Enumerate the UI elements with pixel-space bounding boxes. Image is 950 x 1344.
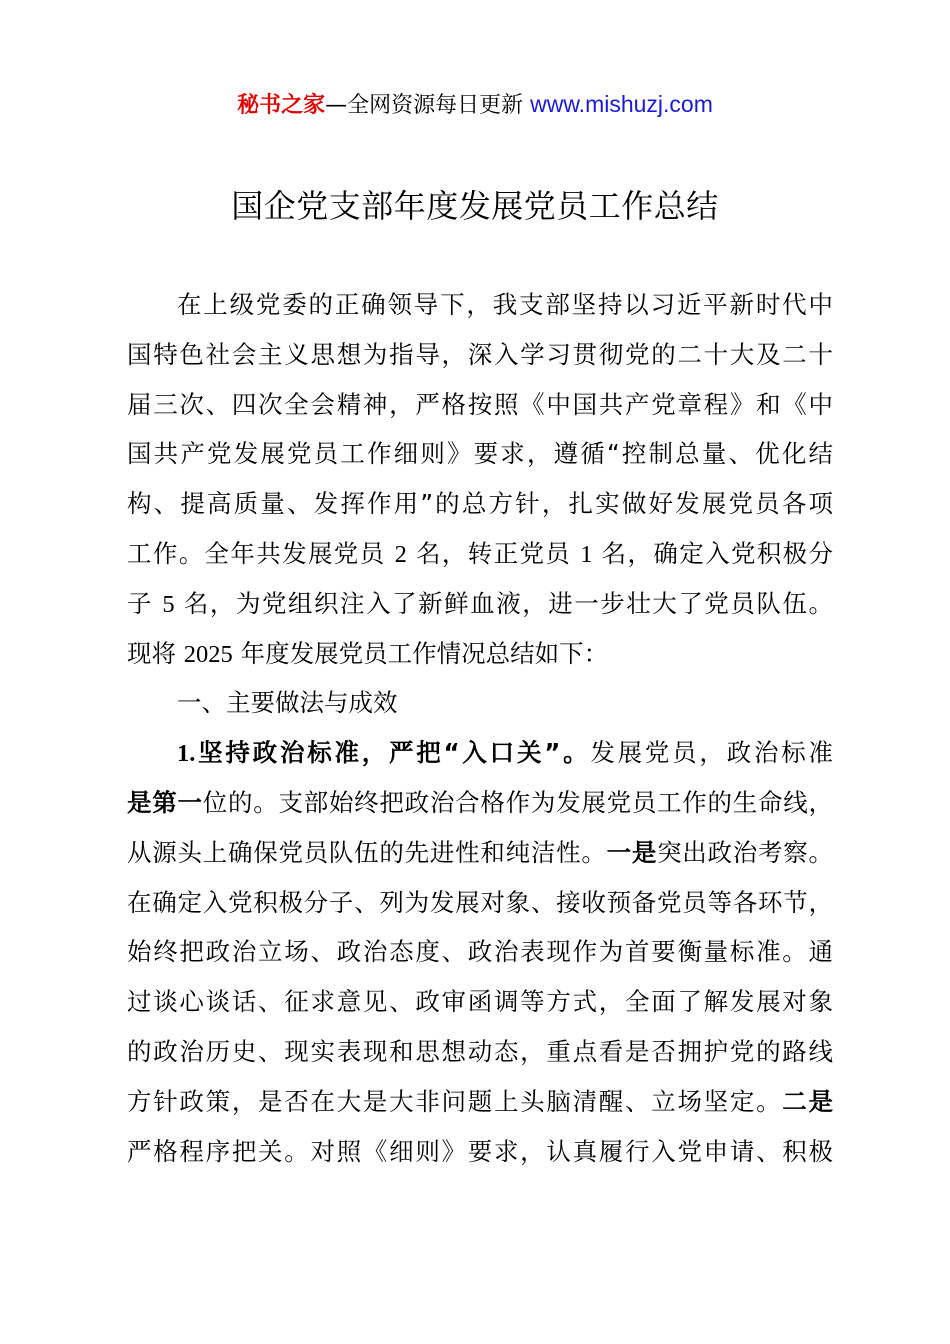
site-brand: 秘书之家 bbox=[237, 93, 326, 118]
document-body bbox=[127, 280, 833, 1176]
document-title: 国企党支部年度发展党员工作总结 bbox=[231, 187, 719, 225]
item1-line-2-bold: 是第一 bbox=[127, 787, 203, 817]
intro-line-5: 构、提高质量、发挥作用”的总方针，扎实做好发展党员各项 bbox=[127, 489, 833, 519]
item1-line-8 bbox=[127, 1077, 833, 1127]
site-tagline: —全网资源每日更新 bbox=[325, 93, 531, 118]
item1-second-point-label: 二是 bbox=[782, 1086, 834, 1116]
site-url-link[interactable]: www.mishuzj.com bbox=[530, 91, 713, 117]
item1-line-5: 始终把政治立场、政治态度、政治表现作为首要衡量标准。通 bbox=[127, 937, 833, 967]
item1-heading: 坚持政治标准，严把“入口关”。 bbox=[195, 738, 591, 768]
section-heading-1: 一、主要做法与成效 bbox=[177, 688, 398, 718]
intro-line-8 bbox=[127, 629, 833, 679]
intro-line-7-text-a: 子 bbox=[127, 588, 163, 618]
item1-line-2 bbox=[127, 778, 833, 828]
item1-line-7: 的政治历史、现实表现和思想动态，重点看是否拥护党的路线 bbox=[127, 1036, 833, 1066]
item1-line-9: 严格程序把关。对照《细则》要求，认真履行入党申请、积极 bbox=[127, 1136, 833, 1166]
item1-number: 1. bbox=[177, 740, 196, 768]
intro-line-4: 国共产党发展党员工作细则》要求，遵循“控制总量、优化结 bbox=[127, 439, 833, 469]
item1-line-2-tail: 位的。支部始终把政治合格作为发展党员工作的生命线， bbox=[202, 787, 834, 817]
intro-line-6-text-c: 名，确定入党积极分 bbox=[592, 538, 833, 568]
intro-line-7-text-b: 名，为党组织注入了新鲜血液，进一步壮大了党员队伍。 bbox=[174, 588, 833, 618]
report-year: 2025 bbox=[183, 640, 233, 668]
intro-line-8-text-a: 现将 bbox=[127, 638, 184, 668]
new-members-count: 2 bbox=[394, 540, 407, 568]
intro-line-1: 在上级党委的正确领导下，我支部坚持以习近平新时代中 bbox=[177, 290, 833, 319]
item1-line-4: 在确定入党积极分子、列为发展对象、接收预备党员等各环节， bbox=[127, 887, 833, 917]
intro-line-3: 届三次、四次全会精神，严格按照《中国共产党章程》和《中 bbox=[127, 389, 833, 419]
intro-line-6 bbox=[127, 529, 833, 579]
item1-line-3 bbox=[127, 828, 833, 878]
item1-line-1 bbox=[127, 728, 833, 778]
activists-count: 5 bbox=[162, 590, 175, 618]
item1-line-8-text-a: 方针政策，是否在大是大非问题上头脑清醒、立场坚定。 bbox=[127, 1086, 783, 1116]
intro-line-6-text-a: 工作。全年共发展党员 bbox=[127, 538, 395, 568]
item1-first-point-label: 一是 bbox=[606, 837, 658, 867]
site-header bbox=[0, 88, 950, 122]
item1-line-3-text-a: 从源头上确保党员队伍的先进性和纯洁性。 bbox=[127, 837, 607, 867]
item1-line-1-tail: 发展党员，政治标准 bbox=[590, 738, 833, 768]
intro-line-6-text-b: 名，转正党员 bbox=[406, 538, 581, 568]
confirmed-members-count: 1 bbox=[580, 540, 593, 568]
item1-line-3-text-b: 突出政治考察。 bbox=[657, 837, 834, 867]
item1-line-6: 过谈心谈话、征求意见、政审函调等方式，全面了解发展对象 bbox=[127, 987, 833, 1017]
intro-line-2: 国特色社会主义思想为指导，深入学习贯彻党的二十大及二十 bbox=[127, 339, 833, 369]
intro-line-8-text-b: 年度发展党员工作情况总结如下： bbox=[232, 638, 609, 668]
intro-line-7 bbox=[127, 579, 833, 629]
